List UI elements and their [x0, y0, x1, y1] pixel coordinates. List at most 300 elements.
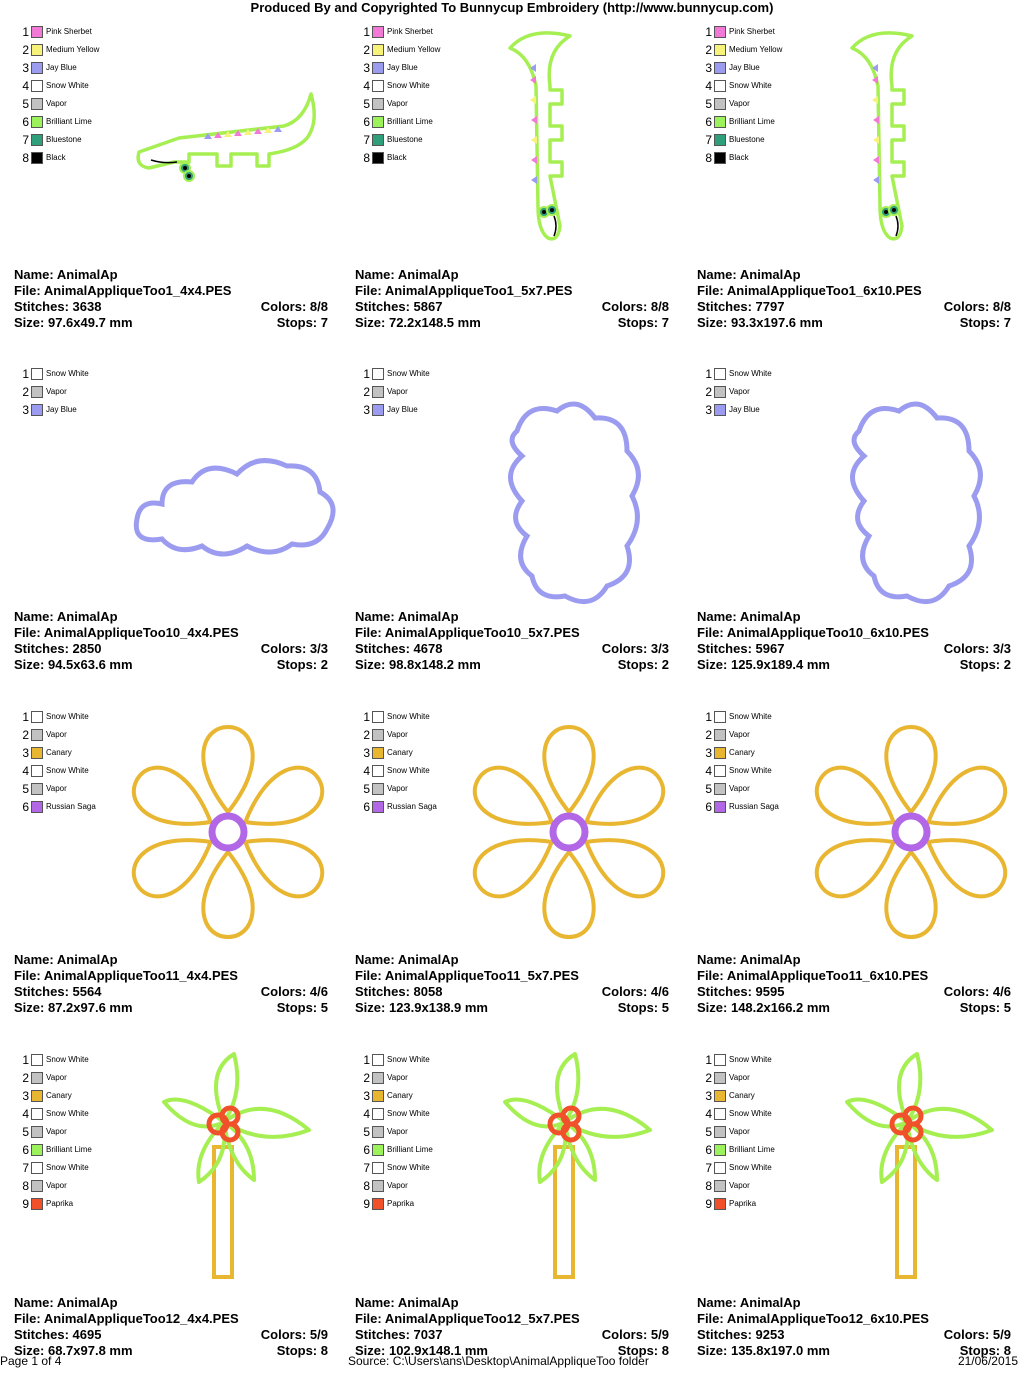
color-swatch: [372, 747, 384, 759]
color-count: 4/6: [650, 984, 669, 999]
stop-count: 5: [1003, 1000, 1011, 1015]
color-name: Snow White: [387, 81, 430, 90]
color-number: 2: [705, 385, 712, 399]
color-name: Vapor: [729, 1073, 750, 1082]
color-legend-row: [20, 60, 140, 78]
color-number: 5: [363, 782, 370, 796]
design-size: 123.9x138.9 mm: [388, 1000, 488, 1015]
name-line: [355, 952, 669, 968]
color-name: Pink Sherbet: [387, 27, 433, 36]
color-number: 7: [705, 1161, 712, 1175]
stitches-line: [14, 299, 328, 315]
color-legend-row: [703, 150, 823, 168]
color-swatch: [372, 1198, 384, 1210]
color-count: 5/9: [992, 1327, 1011, 1342]
color-swatch: [714, 1126, 726, 1138]
color-number: 1: [363, 25, 370, 39]
color-name: Bluestone: [729, 135, 765, 144]
name-label: Name:: [355, 1295, 395, 1310]
color-swatch: [714, 26, 726, 38]
color-swatch: [31, 783, 43, 795]
stitch-count: 5564: [72, 984, 102, 999]
size-label: Size:: [697, 1343, 728, 1358]
design-preview-image: [842, 26, 957, 246]
file-name: AnimalAppliqueToo11_5x7.PES: [384, 968, 579, 983]
color-name: Vapor: [387, 387, 408, 396]
color-name: Bluestone: [46, 135, 82, 144]
stitches-line: [697, 641, 1011, 657]
name-line: [355, 267, 669, 283]
file-line: [697, 968, 1011, 984]
color-name: Jay Blue: [729, 405, 760, 414]
color-number: 3: [22, 746, 29, 760]
color-number: 3: [363, 61, 370, 75]
color-name: Vapor: [729, 387, 750, 396]
design-preview-image: [119, 82, 329, 192]
color-swatch: [31, 1162, 43, 1174]
color-name: Snow White: [729, 1055, 772, 1064]
stitches-label: Stitches:: [697, 984, 752, 999]
color-name: Snow White: [46, 712, 89, 721]
design-info: [697, 1295, 1011, 1359]
file-line: [14, 968, 328, 984]
color-number: 4: [22, 764, 29, 778]
file-label: File:: [697, 968, 724, 983]
color-swatch: [372, 1126, 384, 1138]
file-label: File:: [697, 283, 724, 298]
color-swatch: [372, 1072, 384, 1084]
color-name: Russian Saga: [729, 802, 779, 811]
color-legend-row: [20, 1160, 140, 1178]
design-info: [355, 609, 669, 673]
name-label: Name:: [14, 609, 54, 624]
color-number: 1: [22, 1053, 29, 1067]
design-preview-image: [819, 396, 989, 616]
size-line: [697, 657, 1011, 673]
stops-label: Stops:: [276, 1343, 318, 1358]
name-label: Name:: [697, 609, 737, 624]
color-number: 5: [363, 97, 370, 111]
file-label: File:: [14, 625, 41, 640]
size-label: Size:: [14, 315, 45, 330]
color-legend-row: [20, 1196, 140, 1214]
stitches-line: [14, 984, 328, 1000]
color-swatch: [714, 368, 726, 380]
file-name: AnimalAppliqueToo12_4x4.PES: [43, 1311, 239, 1326]
stop-count: 7: [661, 315, 669, 330]
color-legend-row: [361, 42, 481, 60]
design-size: 125.9x189.4 mm: [730, 657, 830, 672]
color-swatch: [372, 1054, 384, 1066]
size-line: [697, 315, 1011, 331]
design-name: AnimalAp: [56, 609, 118, 624]
color-legend-row: [703, 1178, 823, 1196]
color-legend-row: [361, 114, 481, 132]
colors-label: Colors:: [601, 299, 648, 314]
color-number: 2: [22, 1071, 29, 1085]
color-legend-row: [703, 96, 823, 114]
file-label: File:: [355, 625, 382, 640]
name-label: Name:: [697, 1295, 737, 1310]
name-label: Name:: [355, 609, 395, 624]
source-path: Source: C:\Users\ans\Desktop\AnimalAppliqueToo folder: [348, 1354, 649, 1368]
file-name: AnimalAppliqueToo1_5x7.PES: [384, 283, 573, 298]
color-name: Vapor: [729, 1127, 750, 1136]
stitches-line: [14, 641, 328, 657]
color-count: 4/6: [309, 984, 328, 999]
design-info: [697, 609, 1011, 673]
color-name: Vapor: [46, 387, 67, 396]
design-name: AnimalAp: [56, 952, 118, 967]
color-swatch: [372, 711, 384, 723]
color-number: 5: [705, 1125, 712, 1139]
name-label: Name:: [14, 952, 54, 967]
color-legend-row: [703, 114, 823, 132]
stitch-count: 9595: [755, 984, 785, 999]
stitches-label: Stitches:: [697, 641, 752, 656]
color-number: 2: [22, 728, 29, 742]
color-name: Snow White: [729, 1109, 772, 1118]
color-legend-row: [703, 60, 823, 78]
color-swatch: [31, 1198, 43, 1210]
color-name: Brilliant Lime: [46, 1145, 92, 1154]
color-swatch: [714, 711, 726, 723]
name-line: [697, 1295, 1011, 1311]
size-line: [697, 1000, 1011, 1016]
color-legend-row: [703, 42, 823, 60]
color-swatch: [714, 801, 726, 813]
color-swatch: [31, 116, 43, 128]
color-number: 2: [363, 385, 370, 399]
color-swatch: [714, 1072, 726, 1084]
color-name: Snow White: [46, 369, 89, 378]
color-count: 3/3: [650, 641, 669, 656]
design-info: [355, 952, 669, 1016]
color-legend-row: [703, 1196, 823, 1214]
color-swatch: [31, 26, 43, 38]
colors-label: Colors:: [601, 984, 648, 999]
color-legend-row: [20, 1178, 140, 1196]
color-swatch: [31, 711, 43, 723]
color-name: Vapor: [387, 784, 408, 793]
color-swatch: [31, 801, 43, 813]
file-name: AnimalAppliqueToo11_4x4.PES: [43, 968, 238, 983]
file-label: File:: [355, 283, 382, 298]
design-size: 93.3x197.6 mm: [730, 315, 823, 330]
color-swatch: [372, 368, 384, 380]
color-name: Black: [387, 153, 407, 162]
file-line: [697, 283, 1011, 299]
stitches-label: Stitches:: [697, 1327, 752, 1342]
color-number: 2: [363, 43, 370, 57]
colors-label: Colors:: [943, 984, 990, 999]
color-number: 6: [705, 1143, 712, 1157]
design-info: [697, 952, 1011, 1016]
color-name: Canary: [387, 748, 413, 757]
color-number: 1: [705, 1053, 712, 1067]
design-preview-image: [144, 1052, 324, 1282]
color-number: 5: [705, 97, 712, 111]
file-label: File:: [355, 968, 382, 983]
file-line: [355, 625, 669, 641]
color-legend-row: [361, 1160, 481, 1178]
design-size: 148.2x166.2 mm: [730, 1000, 830, 1015]
size-label: Size:: [14, 1343, 45, 1358]
design-name: AnimalAp: [739, 1295, 801, 1310]
design-size: 97.6x49.7 mm: [47, 315, 133, 330]
file-label: File:: [14, 968, 41, 983]
color-swatch: [372, 1108, 384, 1120]
color-name: Pink Sherbet: [729, 27, 775, 36]
design-info: [14, 609, 328, 673]
color-name: Vapor: [729, 730, 750, 739]
color-number: 1: [363, 710, 370, 724]
color-name: Pink Sherbet: [46, 27, 92, 36]
color-number: 7: [363, 133, 370, 147]
size-label: Size:: [355, 657, 386, 672]
color-name: Snow White: [387, 1109, 430, 1118]
color-name: Vapor: [46, 99, 67, 108]
color-number: 1: [22, 710, 29, 724]
color-swatch: [372, 404, 384, 416]
color-number: 7: [705, 133, 712, 147]
color-legend-row: [361, 1142, 481, 1160]
color-number: 1: [363, 367, 370, 381]
color-swatch: [714, 116, 726, 128]
color-number: 8: [705, 151, 712, 165]
color-swatch: [31, 729, 43, 741]
color-name: Medium Yellow: [729, 45, 783, 54]
color-swatch: [372, 1162, 384, 1174]
design-name: AnimalAp: [739, 952, 801, 967]
color-swatch: [372, 801, 384, 813]
color-name: Vapor: [46, 730, 67, 739]
stops-label: Stops:: [276, 315, 318, 330]
size-label: Size:: [697, 1000, 728, 1015]
stop-count: 7: [320, 315, 328, 330]
colors-label: Colors:: [601, 1327, 648, 1342]
color-name: Snow White: [46, 1055, 89, 1064]
color-name: Russian Saga: [387, 802, 437, 811]
color-legend-row: [361, 96, 481, 114]
stops-label: Stops:: [617, 315, 659, 330]
size-label: Size:: [697, 315, 728, 330]
color-name: Black: [46, 153, 66, 162]
color-name: Snow White: [729, 369, 772, 378]
design-card: [14, 709, 334, 1049]
color-swatch: [714, 747, 726, 759]
color-swatch: [714, 1198, 726, 1210]
color-name: Jay Blue: [729, 63, 760, 72]
design-card: [697, 709, 1017, 1049]
stops-label: Stops:: [617, 1000, 659, 1015]
color-legend-row: [361, 1196, 481, 1214]
color-number: 1: [705, 367, 712, 381]
stitches-label: Stitches:: [355, 641, 410, 656]
color-number: 6: [22, 800, 29, 814]
color-swatch: [372, 62, 384, 74]
color-swatch: [714, 783, 726, 795]
file-line: [697, 1311, 1011, 1327]
color-legend-row: [20, 24, 140, 42]
color-name: Vapor: [387, 1127, 408, 1136]
design-card: [697, 366, 1017, 706]
color-name: Snow White: [46, 1163, 89, 1172]
color-name: Black: [729, 153, 749, 162]
design-name: AnimalAp: [397, 267, 459, 282]
color-legend-row: [361, 24, 481, 42]
color-legend-row: [703, 132, 823, 150]
color-number: 3: [705, 1089, 712, 1103]
color-legend-row: [703, 1052, 823, 1070]
color-legend-row: [20, 42, 140, 60]
file-name: AnimalAppliqueToo10_6x10.PES: [726, 625, 929, 640]
color-number: 3: [705, 61, 712, 75]
name-label: Name:: [14, 267, 54, 282]
file-line: [355, 283, 669, 299]
stop-count: 8: [320, 1343, 328, 1358]
color-swatch: [714, 98, 726, 110]
color-swatch: [372, 116, 384, 128]
color-number: 7: [22, 1161, 29, 1175]
name-line: [14, 952, 328, 968]
file-line: [14, 283, 328, 299]
size-label: Size:: [697, 657, 728, 672]
file-name: AnimalAppliqueToo12_5x7.PES: [384, 1311, 580, 1326]
design-size: 94.5x63.6 mm: [47, 657, 133, 672]
stop-count: 7: [1003, 315, 1011, 330]
color-swatch: [714, 1180, 726, 1192]
name-line: [697, 609, 1011, 625]
stops-label: Stops:: [959, 315, 1001, 330]
size-label: Size:: [355, 1343, 386, 1358]
color-name: Paprika: [729, 1199, 757, 1208]
stop-count: 8: [661, 1343, 669, 1358]
design-card: [14, 24, 334, 364]
color-number: 2: [363, 1071, 370, 1085]
name-label: Name:: [14, 1295, 54, 1310]
stop-count: 2: [1003, 657, 1011, 672]
color-number: 1: [22, 367, 29, 381]
name-line: [355, 609, 669, 625]
color-number: 9: [705, 1197, 712, 1211]
name-line: [14, 1295, 328, 1311]
color-swatch: [714, 1144, 726, 1156]
design-size: 98.8x148.2 mm: [388, 657, 481, 672]
color-swatch: [714, 44, 726, 56]
color-number: 8: [363, 1179, 370, 1193]
color-count: 8/8: [309, 299, 328, 314]
color-swatch: [372, 134, 384, 146]
color-swatch: [31, 1180, 43, 1192]
name-line: [14, 609, 328, 625]
design-card: [697, 1052, 1017, 1392]
color-count: 5/9: [650, 1327, 669, 1342]
color-name: Jay Blue: [387, 63, 418, 72]
design-preview-image: [485, 1052, 665, 1282]
color-number: 6: [363, 115, 370, 129]
color-legend-row: [20, 366, 140, 384]
stops-label: Stops:: [959, 657, 1001, 672]
color-number: 2: [22, 43, 29, 57]
file-label: File:: [355, 1311, 382, 1326]
color-legend-row: [703, 1088, 823, 1106]
color-number: 5: [22, 782, 29, 796]
color-swatch: [372, 783, 384, 795]
stops-label: Stops:: [959, 1343, 1001, 1358]
color-name: Canary: [729, 1091, 755, 1100]
color-swatch: [714, 1108, 726, 1120]
color-name: Brilliant Lime: [387, 117, 433, 126]
color-swatch: [31, 1090, 43, 1102]
stitches-label: Stitches:: [355, 299, 410, 314]
color-legend-row: [361, 78, 481, 96]
color-number: 5: [22, 1125, 29, 1139]
color-name: Vapor: [46, 1073, 67, 1082]
design-size: 102.9x148.1 mm: [388, 1343, 488, 1358]
page-header: Produced By and Copyrighted To Bunnycup Embroidery (http://www.bunnycup.com): [250, 0, 774, 15]
design-name: AnimalAp: [739, 267, 801, 282]
design-name: AnimalAp: [397, 952, 459, 967]
color-swatch: [31, 765, 43, 777]
color-count: 5/9: [309, 1327, 328, 1342]
name-label: Name:: [697, 952, 737, 967]
stitches-line: [14, 1327, 328, 1343]
color-number: 6: [705, 115, 712, 129]
colors-label: Colors:: [260, 641, 307, 656]
color-legend-row: [703, 1124, 823, 1142]
stop-count: 2: [661, 657, 669, 672]
color-name: Brilliant Lime: [729, 117, 775, 126]
color-swatch: [714, 386, 726, 398]
file-name: AnimalAppliqueToo11_6x10.PES: [726, 968, 929, 983]
color-number: 4: [705, 79, 712, 93]
color-swatch: [372, 729, 384, 741]
stitch-count: 7797: [755, 299, 785, 314]
size-line: [355, 1000, 669, 1016]
color-swatch: [372, 1090, 384, 1102]
color-legend-row: [20, 1052, 140, 1070]
color-legend-row: [703, 366, 823, 384]
stop-count: 5: [320, 1000, 328, 1015]
color-number: 2: [363, 728, 370, 742]
color-name: Vapor: [46, 1127, 67, 1136]
color-name: Jay Blue: [46, 63, 77, 72]
stops-label: Stops:: [959, 1000, 1001, 1015]
color-number: 3: [22, 403, 29, 417]
color-count: 3/3: [309, 641, 328, 656]
color-swatch: [714, 1054, 726, 1066]
print-date: 21/06/2015: [957, 1354, 1018, 1368]
stop-count: 2: [320, 657, 328, 672]
stops-label: Stops:: [276, 657, 318, 672]
color-legend-row: [361, 1178, 481, 1196]
color-name: Vapor: [387, 1073, 408, 1082]
design-preview-image: [805, 721, 1015, 941]
colors-label: Colors:: [601, 641, 648, 656]
color-legend-row: [703, 1106, 823, 1124]
stitch-count: 3638: [72, 299, 102, 314]
name-label: Name:: [355, 267, 395, 282]
color-number: 8: [705, 1179, 712, 1193]
file-name: AnimalAppliqueToo10_5x7.PES: [384, 625, 580, 640]
color-swatch: [31, 80, 43, 92]
color-number: 4: [22, 79, 29, 93]
size-line: [14, 657, 328, 673]
color-number: 4: [363, 764, 370, 778]
color-legend-row: [703, 78, 823, 96]
design-info: [355, 1295, 669, 1359]
